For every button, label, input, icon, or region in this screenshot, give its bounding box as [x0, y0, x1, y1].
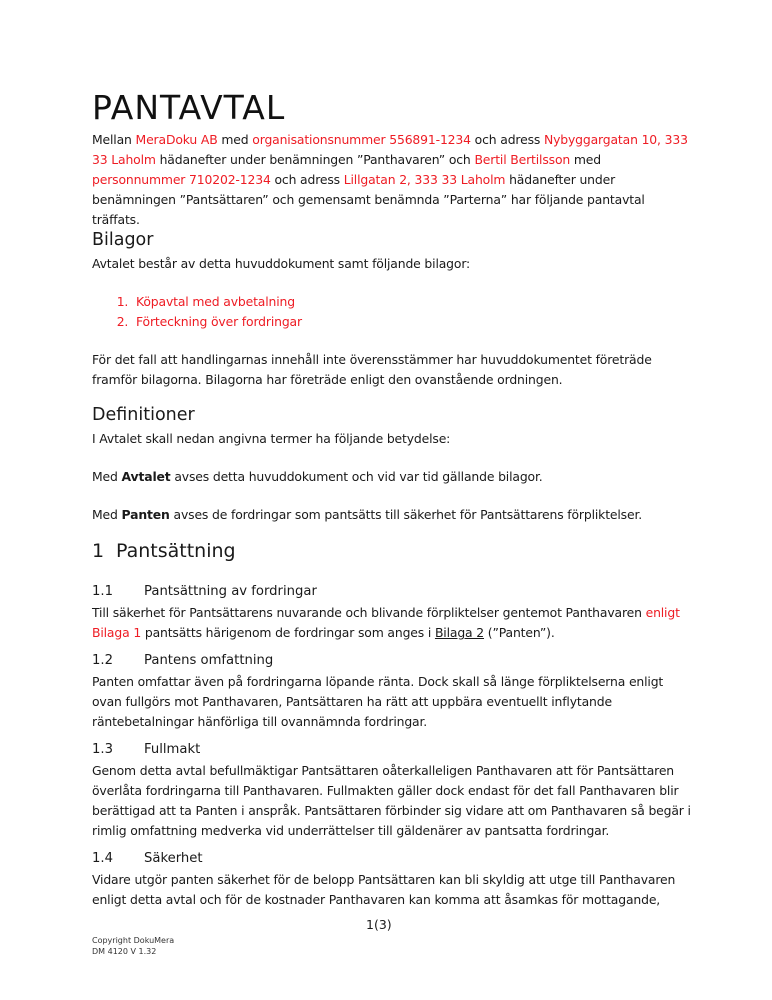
subsection-body	[92, 603, 692, 643]
page-footer	[92, 935, 174, 957]
definitioner-section	[92, 405, 692, 525]
company-name: MeraDoku AB	[135, 132, 218, 147]
bilaga-item: 1. Köpavtal med avbetalning	[132, 292, 692, 312]
definition-avtalet	[92, 467, 692, 487]
org-number: organisationsnummer 556891-1234	[252, 132, 471, 147]
intro-text: Mellan	[92, 132, 136, 147]
intro-text: med	[217, 132, 253, 147]
section-number: 1	[92, 540, 105, 562]
intro-paragraph	[92, 130, 692, 230]
term-panten: Panten	[121, 507, 170, 522]
subsection-title: Pantens omfattning	[144, 653, 274, 668]
bilaga-1-reference: enligt Bilaga 1	[92, 605, 680, 640]
document-title: PANTAVTAL	[92, 88, 286, 127]
subsection-1-1	[92, 584, 692, 643]
subsection-heading	[92, 742, 692, 757]
subsection-title: Säkerhet	[144, 851, 203, 866]
intro-paragraph-block	[92, 130, 692, 230]
definition-text: Med	[92, 469, 122, 484]
subsection-1-3	[92, 742, 692, 841]
intro-text: med	[570, 152, 601, 167]
bilaga-item: 2. Förteckning över fordringar	[132, 312, 692, 332]
subsection-heading	[92, 851, 692, 866]
body-text: pantsätts härigenom de fordringar som anges i	[141, 625, 435, 640]
intro-text: och adress	[470, 132, 544, 147]
bilagor-list	[92, 292, 692, 332]
company-address: Nybyggargatan 10, 333 33 Laholm	[92, 132, 688, 167]
subsection-title: Pantsättning av fordringar	[144, 584, 317, 599]
bilagor-intro: Avtalet består av detta huvuddokument samt följande bilagor:	[92, 256, 471, 271]
subsection-title: Fullmakt	[144, 742, 201, 757]
person-number: personnummer 710202-1234	[92, 172, 271, 187]
intro-text: och adress	[270, 172, 344, 187]
subsection-body: Vidare utgör panten säkerhet för de belopp Pantsättaren kan bli skyldig att utge till Panthavaren enligt detta avtal och för de kostnader Panthavaren kan komma att åsamkas för mottagande,	[92, 872, 676, 907]
subsection-1-4	[92, 851, 692, 910]
term-avtalet: Avtalet	[121, 469, 171, 484]
subsection-body: Genom detta avtal befullmäktigar Pantsättaren oåterkalleligen Panthavaren att för Pantsättaren överlåta fordringarna till Panthavaren. Fullmakten gäller dock endast för det fall Panthavaren blir berättigad att ta Panten i anspråk. Pantsättaren förbinder sig vidare att om Panthavaren så begär i rimlig omfattning medverka vid underrättelser till gäldenärer av pantsatta fordringar.	[92, 763, 691, 838]
person-address: Lillgatan 2, 333 33 Laholm	[343, 172, 506, 187]
section-1-heading	[92, 540, 692, 562]
subsection-number: 1.1	[92, 584, 113, 599]
definitioner-heading: Definitioner	[92, 405, 195, 425]
subsection-1-2	[92, 653, 692, 732]
section-1	[92, 540, 692, 562]
body-text: (”Panten”).	[484, 625, 555, 640]
subsection-heading	[92, 653, 692, 668]
subsection-heading	[92, 584, 692, 599]
page-number: 1(3)	[366, 917, 392, 932]
footer-version: DM 4120 V 1.32	[92, 947, 157, 956]
definitioner-intro: I Avtalet skall nedan angivna termer ha följande betydelse:	[92, 431, 451, 446]
bilagor-note: För det fall att handlingarnas innehåll inte överensstämmer har huvuddokumentet företräde framför bilagorna. Bilagorna har företräde enligt den ovanstående ordningen.	[92, 352, 652, 387]
intro-text: hädanefter under benämningen ”Pantsättaren” och gemensamt benämnda ”Parterna” har följande pantavtal träffats.	[92, 172, 645, 227]
bilagor-heading: Bilagor	[92, 230, 154, 250]
bilaga-2-link[interactable]: Bilaga 2	[434, 625, 485, 640]
bilagor-section	[92, 230, 692, 390]
definition-text: avses de fordringar som pantsätts till säkerhet för Pantsättarens förpliktelser.	[169, 507, 643, 522]
subsection-body: Panten omfattar även på fordringarna löpande ränta. Dock skall så länge förpliktelserna enligt ovan fullgörs mot Panthavaren, Pantsättaren ha rätt att uppbära eventuellt inflytande räntebetalningar hänförliga till ovannämnda fordringar.	[92, 674, 664, 729]
subsection-number: 1.3	[92, 742, 113, 757]
footer-copyright: Copyright DokuMera	[92, 936, 175, 945]
definition-text: avses detta huvuddokument och vid var tid gällande bilagor.	[170, 469, 543, 484]
definition-panten	[92, 505, 692, 525]
intro-text: hädanefter under benämningen ”Panthavaren” och	[155, 152, 475, 167]
section-title: Pantsättning	[116, 540, 236, 562]
definition-text: Med	[92, 507, 122, 522]
subsection-number: 1.2	[92, 653, 113, 668]
subsection-number: 1.4	[92, 851, 113, 866]
person-name: Bertil Bertilsson	[474, 152, 571, 167]
body-text: Till säkerhet för Pantsättarens nuvarande och blivande förpliktelser gentemot Panthavaren	[92, 605, 646, 620]
